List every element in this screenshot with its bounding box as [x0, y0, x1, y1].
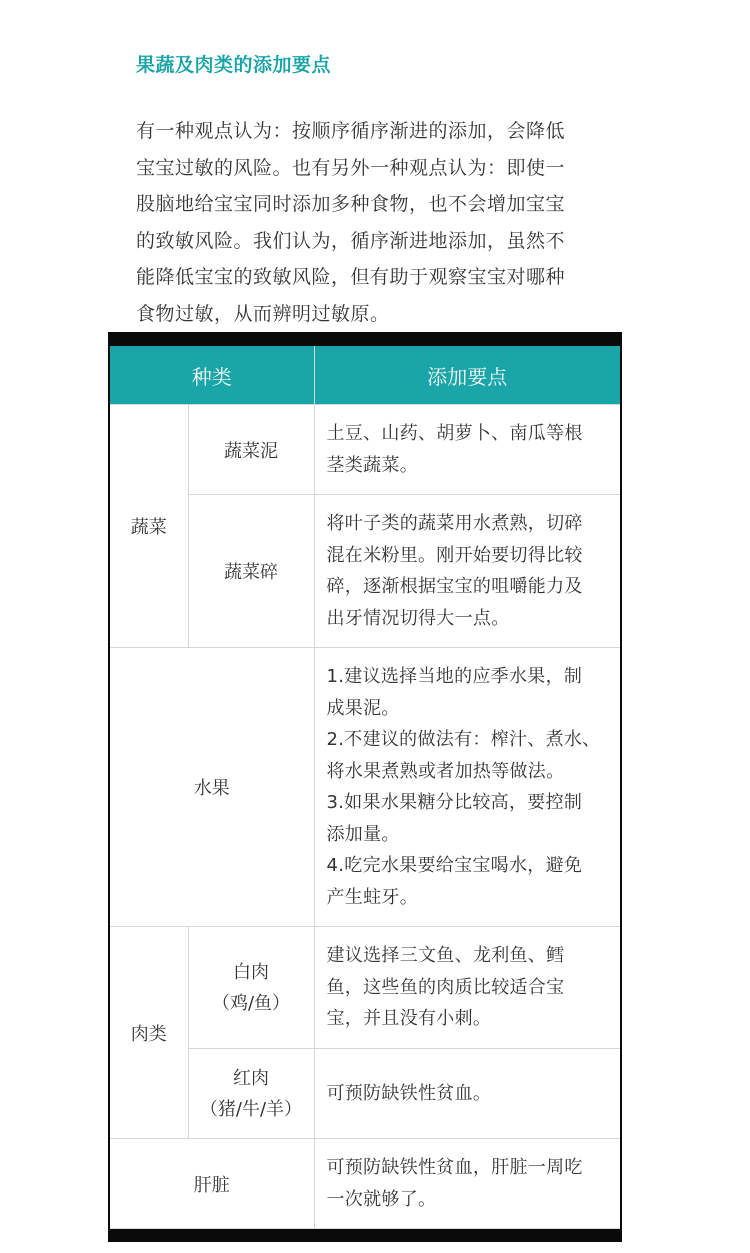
- item-red-meat: [188, 1049, 314, 1139]
- point-line: 宝，并且没有小刺。: [326, 1008, 492, 1030]
- points-red-meat: [314, 1049, 620, 1139]
- item-name-line: 红肉: [233, 1067, 269, 1089]
- point-line: 出牙情况切得大一点。: [326, 607, 510, 629]
- item-name-line: 白肉: [233, 961, 269, 983]
- point-line: 一次就够了。: [326, 1188, 437, 1210]
- header-kind: 种类: [110, 346, 314, 405]
- points-vegetable-puree: [314, 405, 620, 495]
- table-row: [110, 1139, 620, 1229]
- intro-line: 有一种观点认为：按顺序循序渐进的添加，会降低: [136, 120, 566, 142]
- point-line: 混在米粉里。刚开始要切得比较: [326, 544, 583, 566]
- point-line: 茎类蔬菜。: [326, 454, 418, 476]
- point-line: 2.不建议的做法有：榨汁、煮水、: [326, 729, 601, 750]
- intro-line: 的致敏风险。我们认为，循序渐进地添加，虽然不: [136, 229, 566, 252]
- point-line: 鱼，这些鱼的肉质比较适合宝: [326, 976, 565, 998]
- point-line: 碎，逐渐根据宝宝的咀嚼能力及: [326, 576, 583, 597]
- point-line: 成果泥。: [326, 697, 400, 719]
- intro-line: 能降低宝宝的致敏风险，但有助于观察宝宝对哪种: [136, 266, 566, 288]
- point-line: 土豆、山药、胡萝卜、南瓜等根: [326, 423, 583, 444]
- point-line: 添加量。: [326, 823, 400, 845]
- category-vegetable: 蔬菜: [110, 405, 188, 648]
- points-white-meat: [314, 927, 620, 1049]
- item-vegetable-puree: 蔬菜泥: [188, 405, 314, 495]
- table-row: [110, 648, 620, 927]
- point-line: 将叶子类的蔬菜用水煮熟，切碎: [326, 513, 583, 534]
- item-liver: 肝脏: [110, 1139, 314, 1229]
- intro-paragraph: [136, 113, 616, 332]
- food-points-table: [110, 346, 620, 1229]
- item-vegetable-chopped: 蔬菜碎: [188, 495, 314, 648]
- point-line: 建议选择三文鱼、龙利鱼、鳕: [326, 945, 565, 967]
- table-row: [110, 927, 620, 1049]
- point-line: 将水果煮熟或者加热等做法。: [326, 760, 565, 782]
- points-liver: [314, 1139, 620, 1229]
- header-points: 添加要点: [314, 346, 620, 405]
- point-line: 1.建议选择当地的应季水果，制: [326, 666, 583, 687]
- item-name-line: （猪/牛/羊）: [199, 1098, 303, 1120]
- point-line: 可预防缺铁性贫血，肝脏一周吃: [326, 1157, 583, 1178]
- table-row: [110, 405, 620, 495]
- item-white-meat: [188, 927, 314, 1049]
- table-header-row: [110, 346, 620, 405]
- category-meat: 肉类: [110, 927, 188, 1139]
- point-line: 可预防缺铁性贫血。: [326, 1082, 492, 1104]
- point-line: 产生蛀牙。: [326, 886, 418, 908]
- point-line: 4.吃完水果要给宝宝喝水，避免: [326, 855, 583, 876]
- item-fruit: 水果: [110, 648, 314, 927]
- points-vegetable-chopped: [314, 495, 620, 648]
- intro-line: 食物过敏，从而辨明过敏原。: [136, 302, 390, 325]
- intro-line: 股脑地给宝宝同时添加多种食物，也不会增加宝宝: [136, 193, 566, 215]
- item-name-line: （鸡/鱼）: [211, 992, 291, 1014]
- intro-line: 宝宝过敏的风险。也有另外一种观点认为：即使一: [136, 156, 566, 179]
- table-frame: [108, 332, 622, 1242]
- points-fruit: [314, 648, 620, 927]
- section-heading: 果蔬及肉类的添加要点: [136, 54, 332, 76]
- point-line: 3.如果水果糖分比较高，要控制: [326, 792, 583, 813]
